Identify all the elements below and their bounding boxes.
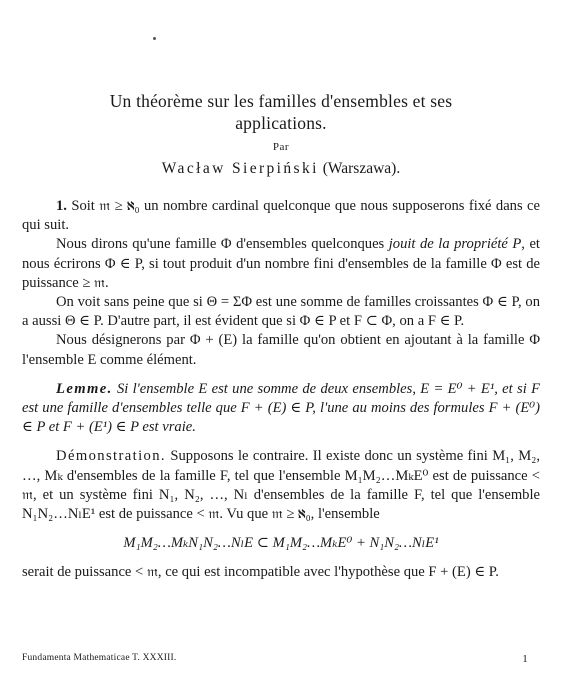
- paper-page: [22, 0, 540, 689]
- title-line-2: applications.: [235, 113, 327, 133]
- page-footer: [22, 653, 540, 663]
- paragraph-4: Nous désignerons par Φ + (E) la famille qu'on obtient en ajoutant à la famille Φ l'ensemble E comme élément.: [22, 332, 540, 368]
- title-line-1: Un théorème sur les familles d'ensembles et ses: [109, 91, 453, 111]
- paper-body: [22, 197, 540, 583]
- demonstration-label: Démonstration.: [56, 448, 166, 465]
- by-line: Par: [272, 141, 290, 153]
- author-line: [22, 160, 540, 178]
- page-number: 1: [522, 653, 528, 665]
- author-affiliation: (Warszawa).: [322, 160, 401, 177]
- paper-title: [22, 90, 540, 134]
- author-name: Wacław Sierpiński: [161, 160, 319, 177]
- final-paragraph: serait de puissance < 𝔪, ce qui est incompatible avec l'hypothèse que F + (E) ∈ P.: [22, 564, 499, 581]
- lemma: [22, 380, 540, 438]
- display-formula: M₁M₂…MₖN₁N₂…NₗE ⊂ M₁M₂…MₖE⁰ + N₁N₂…NₗE¹: [123, 535, 439, 552]
- lemma-label: Lemme.: [56, 380, 113, 397]
- paragraph-2-a: Nous dirons qu'une famille Φ d'ensembles quelconques: [56, 236, 389, 253]
- journal-name: Fundamenta Mathematicae T. XXXIII.: [22, 653, 177, 663]
- paragraph-1-text: Soit 𝔪 ≥ ℵ₀ un nombre cardinal quelconque que nous supposerons fixé dans ce qui suit.: [22, 198, 540, 234]
- paragraph-2: [22, 235, 540, 293]
- paragraph-2-b: , et nous écrirons Φ ∈ P, si tout produit d'un nombre fini d'ensembles de la famille Φ est de puissance ≥ 𝔪.: [22, 236, 540, 291]
- section-number: 1.: [56, 198, 67, 214]
- ink-speck: [153, 37, 156, 40]
- paragraph-1: [22, 197, 540, 235]
- lemma-text: Si l'ensemble E est une somme de deux ensembles, E = E⁰ + E¹, et si F est une famille d'ensembles telle que F + (E) ∈ P, l'une au moins des formules F + (E⁰) ∈ P et F + (E¹) ∈ P est vraie.: [22, 380, 540, 436]
- demonstration: [22, 447, 540, 524]
- paragraph-3: On voit sans peine que si Θ = ΣΦ est une somme de familles croissantes Φ ∈ P, on a aussi Θ ∈ P. D'autre part, il est évident que si Φ ∈ P et F ⊂ Φ, on a F ∈ P.: [22, 294, 540, 330]
- paragraph-2-italic: jouit de la propriété P: [388, 236, 522, 253]
- demonstration-text: Supposons le contraire. Il existe donc un système fini M₁, M₂, …, Mₖ d'ensembles de la famille F, tel que l'ensemble M₁M₂…MₖE⁰ est de puissance < 𝔪, et un système fini N₁, N₂, …, Nₗ d'ensembles de la famille F, tel que l'ensemble N₁N₂…NₗE¹ est de puissance < 𝔪. Vu que 𝔪 ≥ ℵ₀, l'ensemble: [22, 448, 540, 523]
